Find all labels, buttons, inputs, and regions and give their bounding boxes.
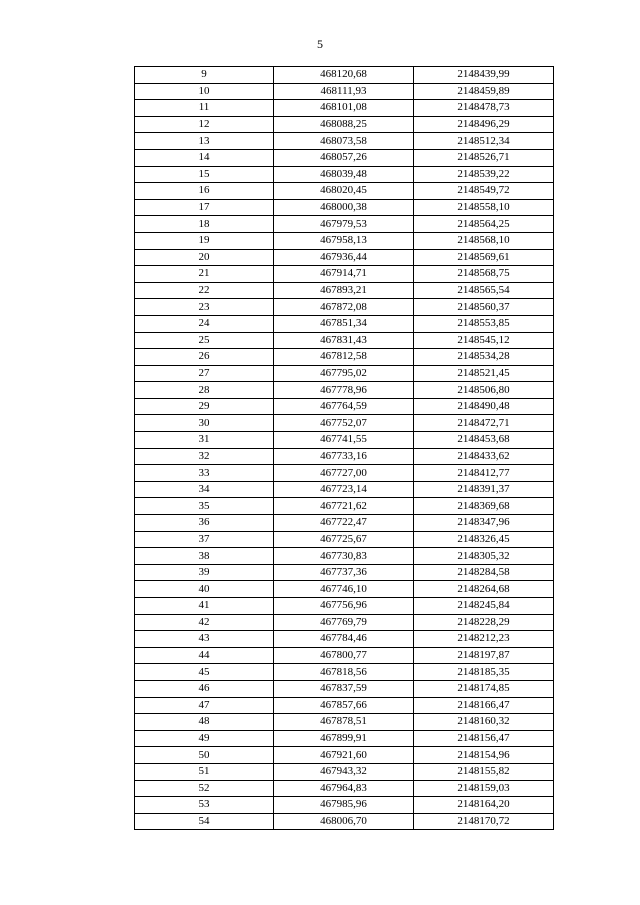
table-row bbox=[135, 232, 554, 249]
x-coordinate-cell: 468120,68 bbox=[274, 67, 414, 84]
point-number-cell: 37 bbox=[135, 531, 274, 548]
point-number-cell: 42 bbox=[135, 614, 274, 631]
x-coordinate-cell: 467733,16 bbox=[274, 448, 414, 465]
y-coordinate-cell: 2148170,72 bbox=[414, 813, 554, 830]
point-number-cell: 50 bbox=[135, 747, 274, 764]
y-coordinate-cell: 2148197,87 bbox=[414, 647, 554, 664]
x-coordinate-cell: 467800,77 bbox=[274, 647, 414, 664]
point-number-cell: 29 bbox=[135, 398, 274, 415]
x-coordinate-cell: 467752,07 bbox=[274, 415, 414, 432]
table-row bbox=[135, 116, 554, 133]
y-coordinate-cell: 2148568,10 bbox=[414, 232, 554, 249]
x-coordinate-cell: 467837,59 bbox=[274, 680, 414, 697]
y-coordinate-cell: 2148568,75 bbox=[414, 266, 554, 283]
x-coordinate-cell: 467831,43 bbox=[274, 332, 414, 349]
x-coordinate-cell: 468073,58 bbox=[274, 133, 414, 150]
x-coordinate-cell: 468039,48 bbox=[274, 166, 414, 183]
y-coordinate-cell: 2148174,85 bbox=[414, 680, 554, 697]
point-number-cell: 28 bbox=[135, 382, 274, 399]
x-coordinate-cell: 467818,56 bbox=[274, 664, 414, 681]
x-coordinate-cell: 467723,14 bbox=[274, 481, 414, 498]
table-row bbox=[135, 614, 554, 631]
point-number-cell: 12 bbox=[135, 116, 274, 133]
point-number-cell: 53 bbox=[135, 797, 274, 814]
point-number-cell: 52 bbox=[135, 780, 274, 797]
x-coordinate-cell: 467725,67 bbox=[274, 531, 414, 548]
x-coordinate-cell: 467756,96 bbox=[274, 598, 414, 615]
table-row bbox=[135, 166, 554, 183]
point-number-cell: 17 bbox=[135, 199, 274, 216]
table-row bbox=[135, 100, 554, 117]
y-coordinate-cell: 2148560,37 bbox=[414, 299, 554, 316]
table-row bbox=[135, 664, 554, 681]
y-coordinate-cell: 2148284,58 bbox=[414, 564, 554, 581]
x-coordinate-cell: 467769,79 bbox=[274, 614, 414, 631]
y-coordinate-cell: 2148155,82 bbox=[414, 763, 554, 780]
point-number-cell: 15 bbox=[135, 166, 274, 183]
x-coordinate-cell: 467730,83 bbox=[274, 548, 414, 565]
x-coordinate-cell: 467872,08 bbox=[274, 299, 414, 316]
table-row bbox=[135, 498, 554, 515]
y-coordinate-cell: 2148569,61 bbox=[414, 249, 554, 266]
point-number-cell: 45 bbox=[135, 664, 274, 681]
point-number-cell: 9 bbox=[135, 67, 274, 84]
y-coordinate-cell: 2148512,34 bbox=[414, 133, 554, 150]
table-row bbox=[135, 564, 554, 581]
page-number: 5 bbox=[317, 37, 323, 51]
table-row bbox=[135, 647, 554, 664]
point-number-cell: 46 bbox=[135, 680, 274, 697]
point-number-cell: 23 bbox=[135, 299, 274, 316]
y-coordinate-cell: 2148212,23 bbox=[414, 631, 554, 648]
y-coordinate-cell: 2148478,73 bbox=[414, 100, 554, 117]
coordinates-table-body bbox=[135, 67, 554, 830]
y-coordinate-cell: 2148160,32 bbox=[414, 714, 554, 731]
x-coordinate-cell: 468000,38 bbox=[274, 199, 414, 216]
y-coordinate-cell: 2148545,12 bbox=[414, 332, 554, 349]
y-coordinate-cell: 2148565,54 bbox=[414, 282, 554, 299]
table-row bbox=[135, 448, 554, 465]
point-number-cell: 27 bbox=[135, 365, 274, 382]
x-coordinate-cell: 468111,93 bbox=[274, 83, 414, 100]
point-number-cell: 49 bbox=[135, 730, 274, 747]
y-coordinate-cell: 2148245,84 bbox=[414, 598, 554, 615]
x-coordinate-cell: 467921,60 bbox=[274, 747, 414, 764]
point-number-cell: 32 bbox=[135, 448, 274, 465]
x-coordinate-cell: 468006,70 bbox=[274, 813, 414, 830]
y-coordinate-cell: 2148305,32 bbox=[414, 548, 554, 565]
x-coordinate-cell: 467741,55 bbox=[274, 432, 414, 449]
x-coordinate-cell: 468057,26 bbox=[274, 149, 414, 166]
x-coordinate-cell: 467778,96 bbox=[274, 382, 414, 399]
table-row bbox=[135, 548, 554, 565]
table-row bbox=[135, 349, 554, 366]
table-row bbox=[135, 67, 554, 84]
y-coordinate-cell: 2148459,89 bbox=[414, 83, 554, 100]
y-coordinate-cell: 2148154,96 bbox=[414, 747, 554, 764]
y-coordinate-cell: 2148185,35 bbox=[414, 664, 554, 681]
y-coordinate-cell: 2148156,47 bbox=[414, 730, 554, 747]
table-row bbox=[135, 465, 554, 482]
y-coordinate-cell: 2148264,68 bbox=[414, 581, 554, 598]
table-row bbox=[135, 763, 554, 780]
y-coordinate-cell: 2148506,80 bbox=[414, 382, 554, 399]
y-coordinate-cell: 2148326,45 bbox=[414, 531, 554, 548]
x-coordinate-cell: 467851,34 bbox=[274, 315, 414, 332]
x-coordinate-cell: 467795,02 bbox=[274, 365, 414, 382]
table-row bbox=[135, 299, 554, 316]
table-row bbox=[135, 133, 554, 150]
point-number-cell: 41 bbox=[135, 598, 274, 615]
x-coordinate-cell: 467722,47 bbox=[274, 515, 414, 532]
table-row bbox=[135, 365, 554, 382]
x-coordinate-cell: 467899,91 bbox=[274, 730, 414, 747]
y-coordinate-cell: 2148369,68 bbox=[414, 498, 554, 515]
table-row bbox=[135, 531, 554, 548]
point-number-cell: 21 bbox=[135, 266, 274, 283]
x-coordinate-cell: 467958,13 bbox=[274, 232, 414, 249]
table-row bbox=[135, 415, 554, 432]
y-coordinate-cell: 2148564,25 bbox=[414, 216, 554, 233]
point-number-cell: 13 bbox=[135, 133, 274, 150]
table-row bbox=[135, 432, 554, 449]
point-number-cell: 25 bbox=[135, 332, 274, 349]
y-coordinate-cell: 2148391,37 bbox=[414, 481, 554, 498]
point-number-cell: 34 bbox=[135, 481, 274, 498]
point-number-cell: 20 bbox=[135, 249, 274, 266]
table-row bbox=[135, 631, 554, 648]
y-coordinate-cell: 2148553,85 bbox=[414, 315, 554, 332]
table-row bbox=[135, 730, 554, 747]
x-coordinate-cell: 468020,45 bbox=[274, 183, 414, 200]
y-coordinate-cell: 2148539,22 bbox=[414, 166, 554, 183]
table-row bbox=[135, 83, 554, 100]
table-row bbox=[135, 697, 554, 714]
table-row bbox=[135, 199, 554, 216]
table-row bbox=[135, 266, 554, 283]
point-number-cell: 48 bbox=[135, 714, 274, 731]
table-row bbox=[135, 315, 554, 332]
point-number-cell: 40 bbox=[135, 581, 274, 598]
point-number-cell: 19 bbox=[135, 232, 274, 249]
point-number-cell: 22 bbox=[135, 282, 274, 299]
x-coordinate-cell: 467878,51 bbox=[274, 714, 414, 731]
y-coordinate-cell: 2148347,96 bbox=[414, 515, 554, 532]
x-coordinate-cell: 467784,46 bbox=[274, 631, 414, 648]
table-row bbox=[135, 398, 554, 415]
table-row bbox=[135, 216, 554, 233]
x-coordinate-cell: 467964,83 bbox=[274, 780, 414, 797]
point-number-cell: 47 bbox=[135, 697, 274, 714]
y-coordinate-cell: 2148453,68 bbox=[414, 432, 554, 449]
x-coordinate-cell: 468088,25 bbox=[274, 116, 414, 133]
point-number-cell: 39 bbox=[135, 564, 274, 581]
table-row bbox=[135, 747, 554, 764]
point-number-cell: 35 bbox=[135, 498, 274, 515]
table-row bbox=[135, 183, 554, 200]
table-row bbox=[135, 282, 554, 299]
x-coordinate-cell: 467893,21 bbox=[274, 282, 414, 299]
point-number-cell: 11 bbox=[135, 100, 274, 117]
x-coordinate-cell: 467979,53 bbox=[274, 216, 414, 233]
table-row bbox=[135, 598, 554, 615]
table-row bbox=[135, 249, 554, 266]
y-coordinate-cell: 2148166,47 bbox=[414, 697, 554, 714]
point-number-cell: 30 bbox=[135, 415, 274, 432]
y-coordinate-cell: 2148558,10 bbox=[414, 199, 554, 216]
point-number-cell: 10 bbox=[135, 83, 274, 100]
x-coordinate-cell: 467727,00 bbox=[274, 465, 414, 482]
point-number-cell: 36 bbox=[135, 515, 274, 532]
x-coordinate-cell: 467812,58 bbox=[274, 349, 414, 366]
point-number-cell: 33 bbox=[135, 465, 274, 482]
y-coordinate-cell: 2148496,29 bbox=[414, 116, 554, 133]
x-coordinate-cell: 467914,71 bbox=[274, 266, 414, 283]
point-number-cell: 31 bbox=[135, 432, 274, 449]
y-coordinate-cell: 2148549,72 bbox=[414, 183, 554, 200]
y-coordinate-cell: 2148521,45 bbox=[414, 365, 554, 382]
table-row bbox=[135, 581, 554, 598]
table-row bbox=[135, 481, 554, 498]
table-row bbox=[135, 515, 554, 532]
table-row bbox=[135, 780, 554, 797]
table-row bbox=[135, 680, 554, 697]
y-coordinate-cell: 2148228,29 bbox=[414, 614, 554, 631]
y-coordinate-cell: 2148439,99 bbox=[414, 67, 554, 84]
coordinates-table bbox=[134, 66, 554, 830]
point-number-cell: 51 bbox=[135, 763, 274, 780]
x-coordinate-cell: 467746,10 bbox=[274, 581, 414, 598]
y-coordinate-cell: 2148159,03 bbox=[414, 780, 554, 797]
y-coordinate-cell: 2148534,28 bbox=[414, 349, 554, 366]
y-coordinate-cell: 2148490,48 bbox=[414, 398, 554, 415]
x-coordinate-cell: 467764,59 bbox=[274, 398, 414, 415]
table-row bbox=[135, 382, 554, 399]
table-row bbox=[135, 332, 554, 349]
point-number-cell: 54 bbox=[135, 813, 274, 830]
x-coordinate-cell: 467857,66 bbox=[274, 697, 414, 714]
table-row bbox=[135, 714, 554, 731]
point-number-cell: 38 bbox=[135, 548, 274, 565]
point-number-cell: 44 bbox=[135, 647, 274, 664]
point-number-cell: 14 bbox=[135, 149, 274, 166]
x-coordinate-cell: 468101,08 bbox=[274, 100, 414, 117]
x-coordinate-cell: 467936,44 bbox=[274, 249, 414, 266]
table-row bbox=[135, 813, 554, 830]
x-coordinate-cell: 467943,32 bbox=[274, 763, 414, 780]
point-number-cell: 16 bbox=[135, 183, 274, 200]
point-number-cell: 18 bbox=[135, 216, 274, 233]
y-coordinate-cell: 2148412,77 bbox=[414, 465, 554, 482]
point-number-cell: 26 bbox=[135, 349, 274, 366]
table-row bbox=[135, 149, 554, 166]
point-number-cell: 43 bbox=[135, 631, 274, 648]
y-coordinate-cell: 2148472,71 bbox=[414, 415, 554, 432]
x-coordinate-cell: 467985,96 bbox=[274, 797, 414, 814]
x-coordinate-cell: 467721,62 bbox=[274, 498, 414, 515]
point-number-cell: 24 bbox=[135, 315, 274, 332]
y-coordinate-cell: 2148433,62 bbox=[414, 448, 554, 465]
x-coordinate-cell: 467737,36 bbox=[274, 564, 414, 581]
table-row bbox=[135, 797, 554, 814]
y-coordinate-cell: 2148526,71 bbox=[414, 149, 554, 166]
y-coordinate-cell: 2148164,20 bbox=[414, 797, 554, 814]
